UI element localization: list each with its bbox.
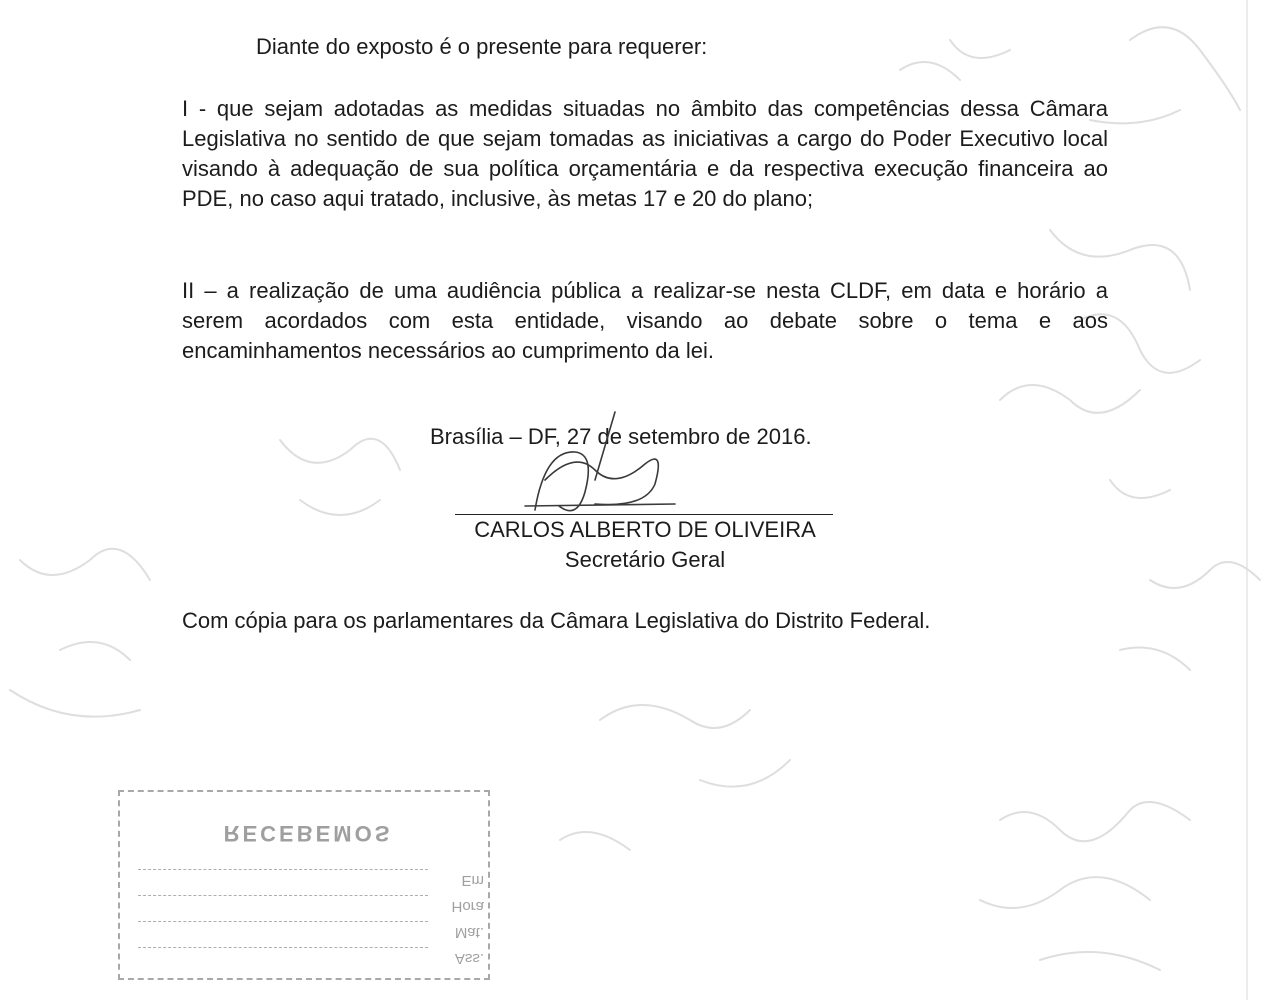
stamp-field-label: Ass. <box>454 950 484 967</box>
handwritten-signature <box>505 410 685 530</box>
page-edge <box>1246 0 1248 1000</box>
request-item-1: I - que sejam adotadas as medidas situadas no âmbito das competências dessa Câmara Legislativa no sentido de que sejam tomadas as iniciativas a cargo do Poder Executivo local visando à adequação de sua política orçamentária e da respectiva execução financeira ao PDE, no caso aqui tratado, inclusive, às metas 17 e 20 do plano; <box>182 96 1108 211</box>
stamp-field-label: Em <box>461 872 484 889</box>
stamp-field-label: Mat. <box>454 924 484 941</box>
stamp-title: RECEBEMOS <box>223 821 393 846</box>
stamp-field-date <box>138 869 484 894</box>
place-and-date: Brasília – DF, 27 de setembro de 2016. <box>430 424 812 449</box>
stamp-field-time <box>138 895 484 920</box>
stamp-field-signature <box>138 947 484 972</box>
signer-role: Secretário Geral <box>564 547 726 572</box>
intro-paragraph: Diante do exposto é o presente para requerer: <box>256 34 708 59</box>
copy-note: Com cópia para os parlamentares da Câmara Legislativa do Distrito Federal. <box>182 608 931 633</box>
stamp-field-registration <box>138 921 484 946</box>
received-stamp <box>118 790 490 980</box>
signer-name: CARLOS ALBERTO DE OLIVEIRA <box>474 517 816 542</box>
stamp-field-label: Hora <box>451 898 484 915</box>
signature-line <box>455 514 833 515</box>
request-item-2: II – a realização de uma audiência pública a realizar-se nesta CLDF, em data e horário a serem acordados com esta entidade, visando ao debate sobre o tema e aos encaminhamentos necessários ao cumprimento da lei. <box>182 278 1108 363</box>
